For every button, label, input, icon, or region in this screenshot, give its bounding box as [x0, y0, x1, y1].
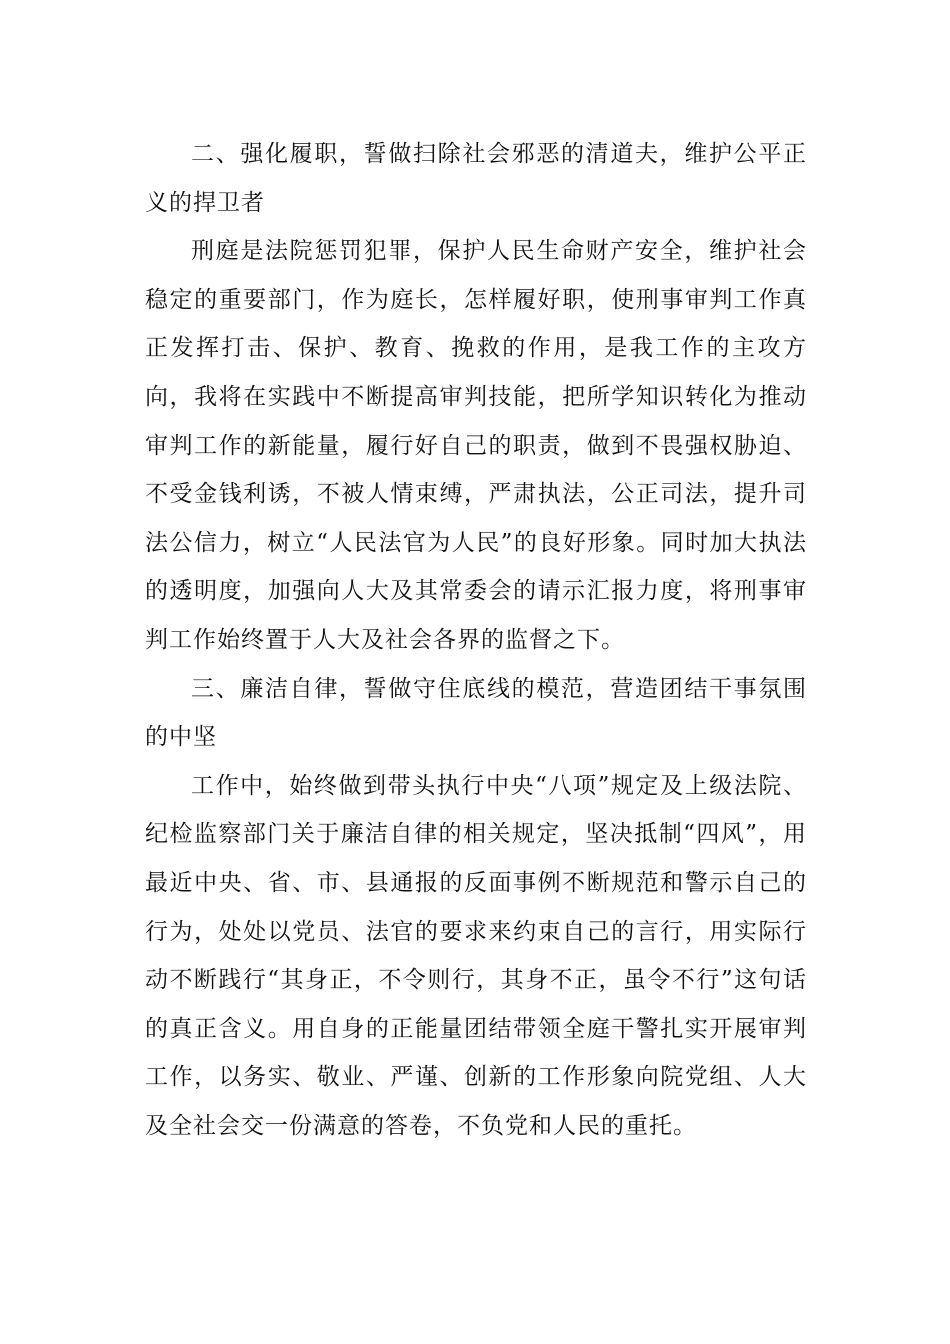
document-body	[145, 130, 807, 1150]
section-heading-2: 二、强化履职，誓做扫除社会邪恶的清道夫，维护公平正义的捍卫者	[145, 141, 807, 216]
body-paragraph: 工作中，始终做到带头执行中央“八项”规定及上级法院、纪检监察部门关于廉洁自律的相关规定，坚决抵制“四风”，用最近中央、省、市、县通报的反面事例不断规范和警示自己的行为，处处以党员、法官的要求来约束自己的言行，用实际行动不断践行“其身正，不令则行，其身不正，虽令不行”这句话的真正含义。用自身的正能量团结带领全庭干警扎实开展审判工作，以务实、敬业、严谨、创新的工作形象向院党组、人大及全社会交一份满意的答卷，不负党和人民的重托。	[145, 772, 807, 1139]
section-heading-3: 三、廉洁自律，誓做守住底线的模范，营造团结干事氛围的中坚	[145, 675, 807, 751]
body-paragraph: 刑庭是法院惩罚犯罪，保护人民生命财产安全，维护社会稳定的重要部门，作为庭长，怎样履好职，使刑事审判工作真正发挥打击、保护、教育、挽救的作用，是我工作的主攻方向，我将在实践中不断提高审判技能，把所学知识转化为推动审判工作的新能量，履行好自己的职责，做到不畏强权胁迫、不受金钱利诱，不被人情束缚，严肃执法，公正司法，提升司法公信力，树立“人民法官为人民”的良好形象。同时加大执法的透明度，加强向人大及其常委会的请示汇报力度，将刑事审判工作始终置于人大及社会各界的监督之下。	[145, 238, 807, 653]
